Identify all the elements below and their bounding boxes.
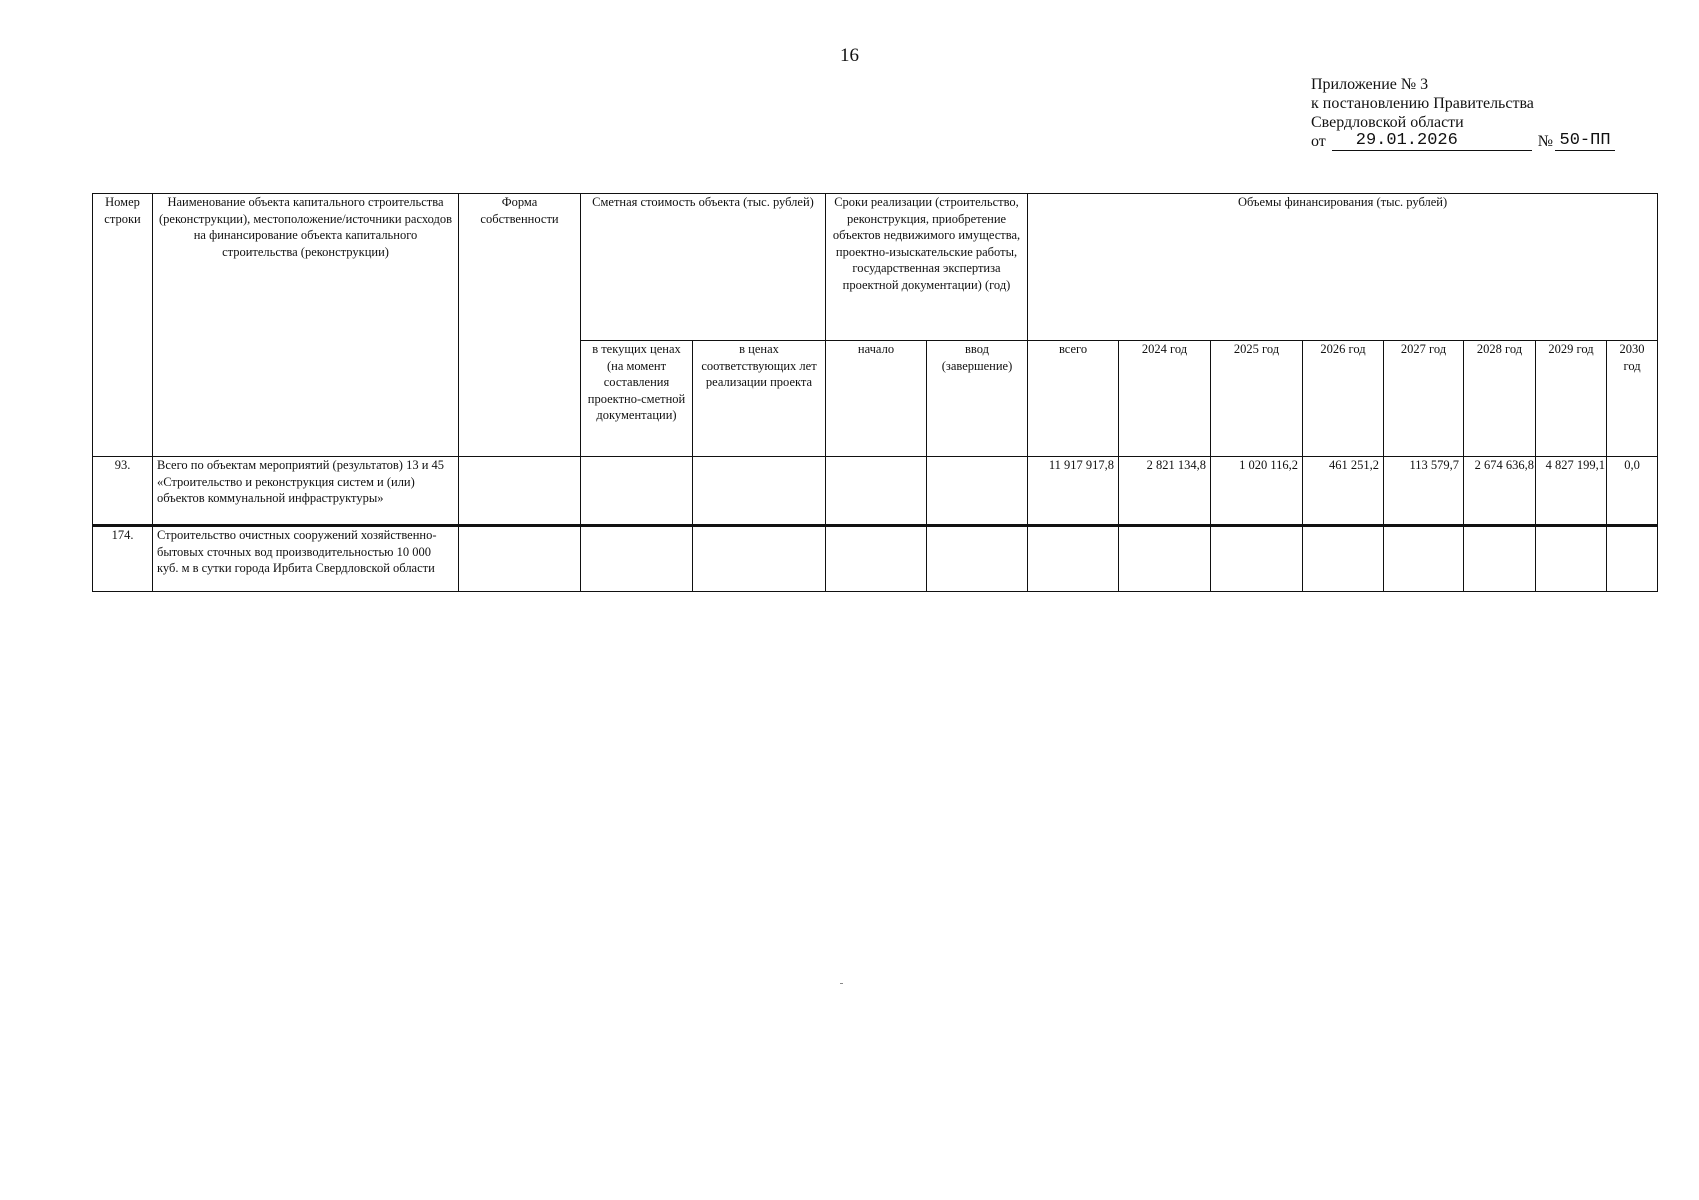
row-cost-years [693,526,826,592]
header-row-number: Номер строки [93,194,153,457]
row-2026: 461 251,2 [1303,457,1384,526]
header-cost-years: в ценах соответствующих лет реализации проекта [693,341,826,457]
document-number: 50-ПП [1555,132,1615,151]
row-2030: 0,0 [1607,457,1658,526]
scan-speck [840,983,843,984]
row-2028 [1464,526,1536,592]
row-object-name: Всего по объектам мероприятий (результатов) 13 и 45 «Строительство и реконструкция систем и (или) объектов коммунальной инфраструктуры» [153,457,459,526]
header-terms: Сроки реализации (строительство, реконструкция, приобретение объектов недвижимого имущества, проектно-изыскательские работы, государственная экспертиза проектной документации) (год) [826,194,1028,341]
row-ownership [459,457,581,526]
header-financing: Объемы финансирования (тыс. рублей) [1028,194,1658,341]
appendix-date-line [1311,132,1615,151]
row-2025 [1211,526,1303,592]
header-finish: ввод (завершение) [927,341,1028,457]
row-number: 174. [93,526,153,592]
row-2028: 2 674 636,8 [1464,457,1536,526]
row-2026 [1303,526,1384,592]
header-object-name: Наименование объекта капитального строительства (реконструкции), местоположение/источники расходов на финансирование объекта капитального строительства (реконструкции) [153,194,459,457]
row-start [826,526,927,592]
header-2026: 2026 год [1303,341,1384,457]
row-total [1028,526,1119,592]
appendix-header [1311,75,1615,151]
table-row [93,457,1658,526]
header-2027: 2027 год [1384,341,1464,457]
header-estimated-cost: Сметная стоимость объекта (тыс. рублей) [581,194,826,341]
row-2024 [1119,526,1211,592]
appendix-title: Приложение № 3 [1311,76,1429,93]
row-cost-current [581,526,693,592]
table-row [93,526,1658,592]
header-2028: 2028 год [1464,341,1536,457]
document-date: 29.01.2026 [1332,132,1532,151]
row-2024: 2 821 134,8 [1119,457,1211,526]
row-2029: 4 827 199,1 [1536,457,1607,526]
header-ownership: Форма собственности [459,194,581,457]
row-object-name: Строительство очистных сооружений хозяйственно-бытовых сточных вод производительностью 10 000 куб. м в сутки города Ирбита Свердловской области [153,526,459,592]
financing-table [92,193,1658,592]
date-prefix: от [1311,133,1326,150]
row-2030 [1607,526,1658,592]
row-finish [927,457,1028,526]
page-number: 16 [840,45,859,66]
row-cost-current [581,457,693,526]
header-2025: 2025 год [1211,341,1303,457]
row-ownership [459,526,581,592]
header-2029: 2029 год [1536,341,1607,457]
row-2029 [1536,526,1607,592]
number-prefix: № [1537,133,1554,150]
row-start [826,457,927,526]
header-2024: 2024 год [1119,341,1211,457]
appendix-resolution: к постановлению Правительства [1311,95,1534,112]
header-2030: 2030 год [1607,341,1658,457]
row-finish [927,526,1028,592]
row-2027 [1384,526,1464,592]
header-row-main [93,194,1658,341]
row-total: 11 917 917,8 [1028,457,1119,526]
row-2027: 113 579,7 [1384,457,1464,526]
row-number: 93. [93,457,153,526]
header-total: всего [1028,341,1119,457]
row-2025: 1 020 116,2 [1211,457,1303,526]
header-cost-current: в текущих ценах (на момент составления проектно-сметной документации) [581,341,693,457]
row-cost-years [693,457,826,526]
appendix-region: Свердловской области [1311,114,1464,131]
header-start: начало [826,341,927,457]
